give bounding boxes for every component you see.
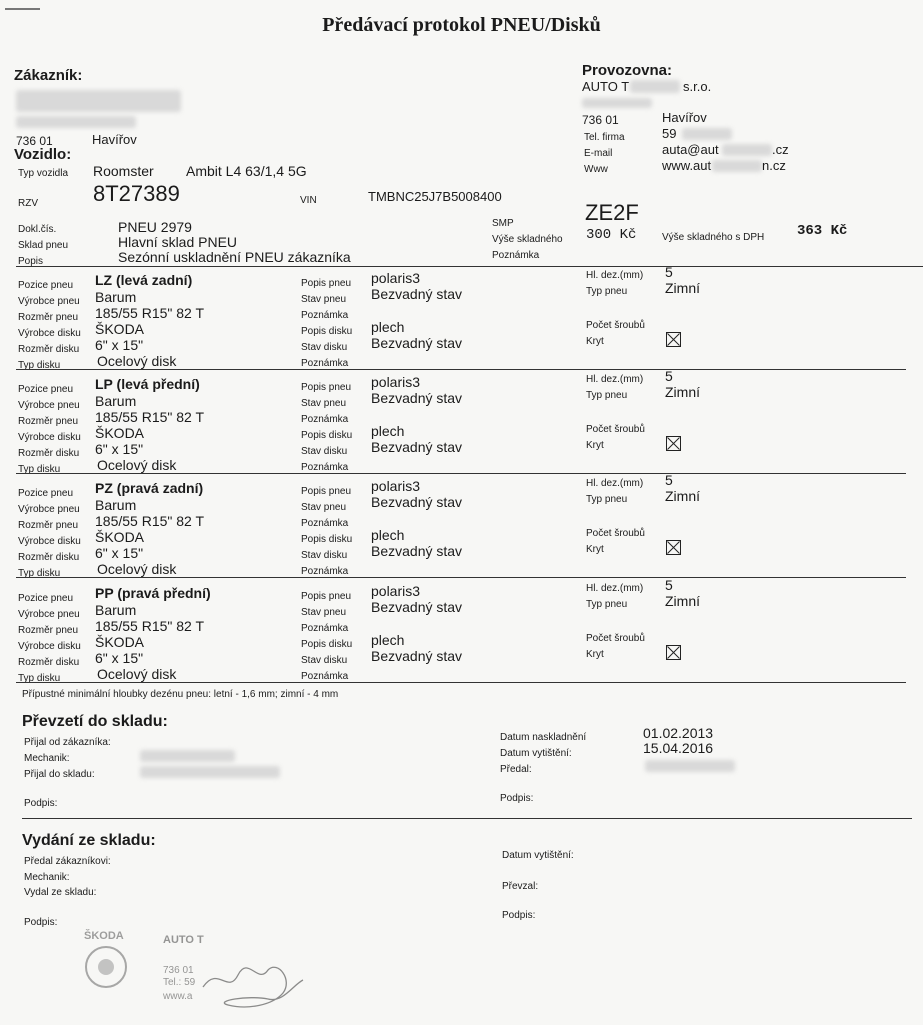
label-typ_disku: Typ disku	[18, 464, 61, 475]
cover-checkbox[interactable]	[666, 436, 681, 451]
stamp-zip: 736 01	[163, 965, 194, 976]
label-vyrobce_pneu: Výrobce pneu	[18, 296, 80, 307]
tire-block	[0, 264, 923, 374]
tire-size: 185/55 R15" 82 T	[95, 513, 205, 529]
tire-type: Zimní	[665, 488, 700, 504]
disc-maker: ŠKODA	[95, 425, 145, 441]
release-print-date-label: Datum vytištění:	[502, 850, 574, 861]
tread-depth: 5	[665, 264, 673, 280]
label-rozmer_disku: Rozměr disku	[18, 552, 80, 563]
label-stav_disku: Stav disku	[301, 550, 348, 561]
customer-name-redacted	[16, 90, 181, 112]
label-pocet-sroubu: Počet šroubů	[586, 528, 645, 539]
rzv-label: RZV	[18, 198, 38, 209]
intake-sign-label: Podpis:	[24, 798, 58, 809]
label-stav_pneu: Stav pneu	[301, 398, 347, 409]
fee-vat-value: 363 Kč	[797, 223, 848, 239]
label-popis_disku: Popis disku	[301, 534, 353, 545]
tire-position: LP (levá přední)	[95, 376, 200, 392]
tire-block	[0, 368, 923, 478]
branch-email-redacted	[722, 144, 772, 156]
depth-note: Přípustné minimální hloubky dezénu pneu: letní - 1,6 mm; zimní - 4 mm	[22, 689, 339, 700]
branch-city: Havířov	[662, 110, 707, 125]
label-kryt: Kryt	[586, 440, 604, 451]
label-rozmer_pneu: Rozměr pneu	[18, 625, 79, 636]
disc-size: 6" x 15"	[95, 441, 144, 457]
release-heading: Vydání ze skladu:	[22, 832, 156, 849]
branch-email-tail: .cz	[772, 142, 789, 157]
tire-maker: Barum	[95, 393, 137, 409]
stamp-company: AUTO T	[163, 934, 204, 946]
intake-mechanic-redacted	[140, 750, 235, 762]
disc-type: Ocelový disk	[97, 561, 177, 577]
tire-state: Bezvadný stav	[371, 390, 463, 406]
disc-type: Ocelový disk	[97, 353, 177, 369]
label-pocet-sroubu: Počet šroubů	[586, 633, 645, 644]
branch-web-redacted	[712, 160, 762, 172]
disc-state: Bezvadný stav	[371, 335, 463, 351]
label-vyrobce_disku: Výrobce disku	[18, 641, 81, 652]
label-kryt: Kryt	[586, 544, 604, 555]
branch-name: AUTO T	[582, 79, 630, 94]
intake-sign-right-label: Podpis:	[500, 793, 534, 804]
label-poznamka: Poznámka	[301, 462, 349, 473]
tire-maker: Barum	[95, 497, 137, 513]
label-poznamka: Poznámka	[301, 358, 349, 369]
handed-label: Předal:	[500, 764, 532, 775]
label-typ_disku: Typ disku	[18, 568, 61, 579]
label-rozmer_pneu: Rozměr pneu	[18, 416, 79, 427]
divider	[16, 369, 906, 370]
disc-size: 6" x 15"	[95, 650, 144, 666]
divider	[22, 818, 912, 819]
intake-from-customer-label: Přijal od zákazníka:	[24, 737, 111, 748]
divider	[16, 266, 923, 267]
branch-email-label: E-mail	[584, 148, 613, 159]
divider	[16, 682, 906, 683]
release-sign-right-label: Podpis:	[502, 910, 536, 921]
tire-desc: polaris3	[371, 478, 421, 494]
tire-block	[0, 472, 923, 582]
label-vyrobce_pneu: Výrobce pneu	[18, 609, 80, 620]
release-to-customer-label: Předal zákazníkovi:	[24, 856, 111, 867]
label-kryt: Kryt	[586, 649, 604, 660]
disc-state: Bezvadný stav	[371, 648, 463, 664]
disc-desc: plech	[371, 319, 405, 335]
popis-value: Sezónní uskladnění PNEU zákazníka	[118, 249, 351, 265]
label-hl-dez: Hl. dez.(mm)	[586, 583, 644, 594]
branch-zip: 736 01	[582, 113, 619, 127]
tire-position: PP (pravá přední)	[95, 585, 211, 601]
vin-value: TMBNC25J7B5008400	[368, 189, 502, 204]
branch-email-value: auta@aut	[662, 142, 719, 157]
stamp-tel: Tel.: 59	[163, 977, 196, 988]
label-stav_disku: Stav disku	[301, 446, 348, 457]
label-popis_pneu: Popis pneu	[301, 382, 352, 393]
label-pozice: Pozice pneu	[18, 488, 74, 499]
branch-phone-label: Tel. firma	[584, 132, 625, 143]
label-pozice: Pozice pneu	[18, 384, 74, 395]
tire-type: Zimní	[665, 593, 700, 609]
disc-maker: ŠKODA	[95, 634, 145, 650]
cover-checkbox[interactable]	[666, 645, 681, 660]
label-typ_disku: Typ disku	[18, 360, 61, 371]
customer-zip: 736 01	[16, 134, 53, 148]
label-poznamka: Poznámka	[301, 518, 349, 529]
branch-name-suffix: s.r.o.	[683, 79, 712, 94]
vehicle-heading: Vozidlo:	[14, 146, 72, 163]
label-hl-dez: Hl. dez.(mm)	[586, 374, 644, 385]
label-stav_pneu: Stav pneu	[301, 294, 347, 305]
stored-date-value: 01.02.2013	[643, 725, 714, 741]
label-stav_disku: Stav disku	[301, 655, 348, 666]
label-vyrobce_disku: Výrobce disku	[18, 328, 81, 339]
vehicle-type-value: Roomster	[93, 163, 154, 179]
disc-size: 6" x 15"	[95, 545, 144, 561]
fee-value: 300 Kč	[586, 227, 637, 243]
label-typ-pneu: Typ pneu	[586, 390, 628, 401]
label-typ-pneu: Typ pneu	[586, 286, 628, 297]
label-typ-pneu: Typ pneu	[586, 599, 628, 610]
label-pocet-sroubu: Počet šroubů	[586, 424, 645, 435]
label-hl-dez: Hl. dez.(mm)	[586, 478, 644, 489]
label-hl-dez: Hl. dez.(mm)	[586, 270, 644, 281]
tire-state: Bezvadný stav	[371, 599, 463, 615]
vehicle-type-label: Typ vozidla	[18, 168, 69, 179]
branch-phone-value: 59	[662, 126, 677, 141]
tire-size: 185/55 R15" 82 T	[95, 409, 205, 425]
branch-phone-redacted	[682, 128, 732, 140]
label-typ_disku: Typ disku	[18, 673, 61, 684]
disc-desc: plech	[371, 632, 405, 648]
disc-type: Ocelový disk	[97, 457, 177, 473]
tire-desc: polaris3	[371, 374, 421, 390]
label-popis_disku: Popis disku	[301, 639, 353, 650]
stamp-web: www.a	[163, 991, 193, 1002]
label-pocet-sroubu: Počet šroubů	[586, 320, 645, 331]
note-label: Poznámka	[492, 250, 540, 261]
label-stav_disku: Stav disku	[301, 342, 348, 353]
tire-position: PZ (pravá zadní)	[95, 480, 204, 496]
dokl-label: Dokl.čís.	[18, 224, 57, 235]
label-stav_pneu: Stav pneu	[301, 607, 347, 618]
disc-state: Bezvadný stav	[371, 543, 463, 559]
handed-redacted	[645, 760, 735, 772]
branch-web-tail: n.cz	[762, 158, 786, 173]
fee-label: Výše skladného	[492, 234, 563, 245]
popis-label: Popis	[18, 256, 44, 267]
top-rule	[5, 8, 40, 10]
smp-label: SMP	[492, 218, 514, 229]
rzv-value: 8T27389	[93, 181, 180, 206]
tire-desc: polaris3	[371, 583, 421, 599]
branch-heading: Provozovna:	[582, 62, 673, 79]
tire-maker: Barum	[95, 289, 137, 305]
stamp-brand: ŠKODA	[84, 930, 124, 942]
cover-checkbox[interactable]	[666, 332, 681, 347]
print-date-label: Datum vytištění:	[500, 748, 572, 759]
tire-block	[0, 577, 923, 687]
intake-heading: Převzetí do skladu:	[22, 713, 168, 730]
label-rozmer_disku: Rozměr disku	[18, 344, 80, 355]
label-popis_disku: Popis disku	[301, 430, 353, 441]
intake-to-storage-label: Přijal do skladu:	[24, 769, 95, 780]
cover-checkbox[interactable]	[666, 540, 681, 555]
label-poznamka: Poznámka	[301, 310, 349, 321]
label-rozmer_disku: Rozměr disku	[18, 448, 80, 459]
divider	[16, 473, 906, 474]
skoda-logo-center	[98, 959, 114, 975]
smp-value: ZE2F	[585, 200, 639, 225]
label-rozmer_pneu: Rozměr pneu	[18, 312, 79, 323]
tread-depth: 5	[665, 368, 673, 384]
fee-vat-label: Výše skladného s DPH	[662, 232, 765, 243]
tread-depth: 5	[665, 472, 673, 488]
disc-state: Bezvadný stav	[371, 439, 463, 455]
label-typ-pneu: Typ pneu	[586, 494, 628, 505]
tire-type: Zimní	[665, 280, 700, 296]
label-poznamka: Poznámka	[301, 671, 349, 682]
branch-name-redacted	[630, 80, 680, 93]
release-sign-label: Podpis:	[24, 917, 58, 928]
vin-label: VIN	[300, 195, 317, 206]
divider	[16, 577, 906, 578]
company-stamp	[78, 925, 318, 1020]
customer-street-redacted	[16, 116, 136, 128]
disc-desc: plech	[371, 423, 405, 439]
stored-date-label: Datum naskladnění	[500, 732, 587, 743]
label-popis_disku: Popis disku	[301, 326, 353, 337]
disc-desc: plech	[371, 527, 405, 543]
label-popis_pneu: Popis pneu	[301, 278, 352, 289]
tire-desc: polaris3	[371, 270, 421, 286]
label-poznamka: Poznámka	[301, 414, 349, 425]
label-poznamka: Poznámka	[301, 566, 349, 577]
disc-type: Ocelový disk	[97, 666, 177, 682]
disc-maker: ŠKODA	[95, 529, 145, 545]
print-date-value: 15.04.2016	[643, 740, 714, 756]
dokl-value: PNEU 2979	[118, 219, 192, 235]
tread-depth: 5	[665, 577, 673, 593]
label-popis_pneu: Popis pneu	[301, 486, 352, 497]
branch-street-redacted	[582, 98, 652, 108]
branch-web-label: Www	[584, 164, 608, 175]
vehicle-type-detail: Ambit L4 63/1,4 5G	[186, 163, 307, 179]
sklad-label: Sklad pneu	[18, 240, 69, 251]
label-pozice: Pozice pneu	[18, 280, 74, 291]
tire-state: Bezvadný stav	[371, 286, 463, 302]
stamp-graphic	[78, 925, 318, 1020]
tire-maker: Barum	[95, 602, 137, 618]
branch-web-value: www.aut	[662, 158, 712, 173]
tire-state: Bezvadný stav	[371, 494, 463, 510]
intake-mechanic-label: Mechanik:	[24, 753, 70, 764]
label-vyrobce_pneu: Výrobce pneu	[18, 400, 80, 411]
release-received-label: Převzal:	[502, 881, 539, 892]
label-pozice: Pozice pneu	[18, 593, 74, 604]
label-rozmer_pneu: Rozměr pneu	[18, 520, 79, 531]
release-mechanic-label: Mechanik:	[24, 872, 70, 883]
customer-city: Havířov	[92, 132, 137, 147]
intake-storage-redacted	[140, 766, 280, 778]
disc-size: 6" x 15"	[95, 337, 144, 353]
tire-type: Zimní	[665, 384, 700, 400]
tire-size: 185/55 R15" 82 T	[95, 305, 205, 321]
signature-icon	[203, 967, 303, 1007]
tire-position: LZ (levá zadní)	[95, 272, 193, 288]
customer-heading: Zákazník:	[14, 67, 83, 84]
label-kryt: Kryt	[586, 336, 604, 347]
label-stav_pneu: Stav pneu	[301, 502, 347, 513]
sklad-value: Hlavní sklad PNEU	[118, 234, 238, 250]
document-title: Předávací protokol PNEU/Disků	[322, 14, 601, 36]
label-popis_pneu: Popis pneu	[301, 591, 352, 602]
release-from-storage-label: Vydal ze skladu:	[24, 887, 97, 898]
disc-maker: ŠKODA	[95, 321, 145, 337]
tire-size: 185/55 R15" 82 T	[95, 618, 205, 634]
label-poznamka: Poznámka	[301, 623, 349, 634]
label-vyrobce_pneu: Výrobce pneu	[18, 504, 80, 515]
label-vyrobce_disku: Výrobce disku	[18, 432, 81, 443]
label-rozmer_disku: Rozměr disku	[18, 657, 80, 668]
label-vyrobce_disku: Výrobce disku	[18, 536, 81, 547]
